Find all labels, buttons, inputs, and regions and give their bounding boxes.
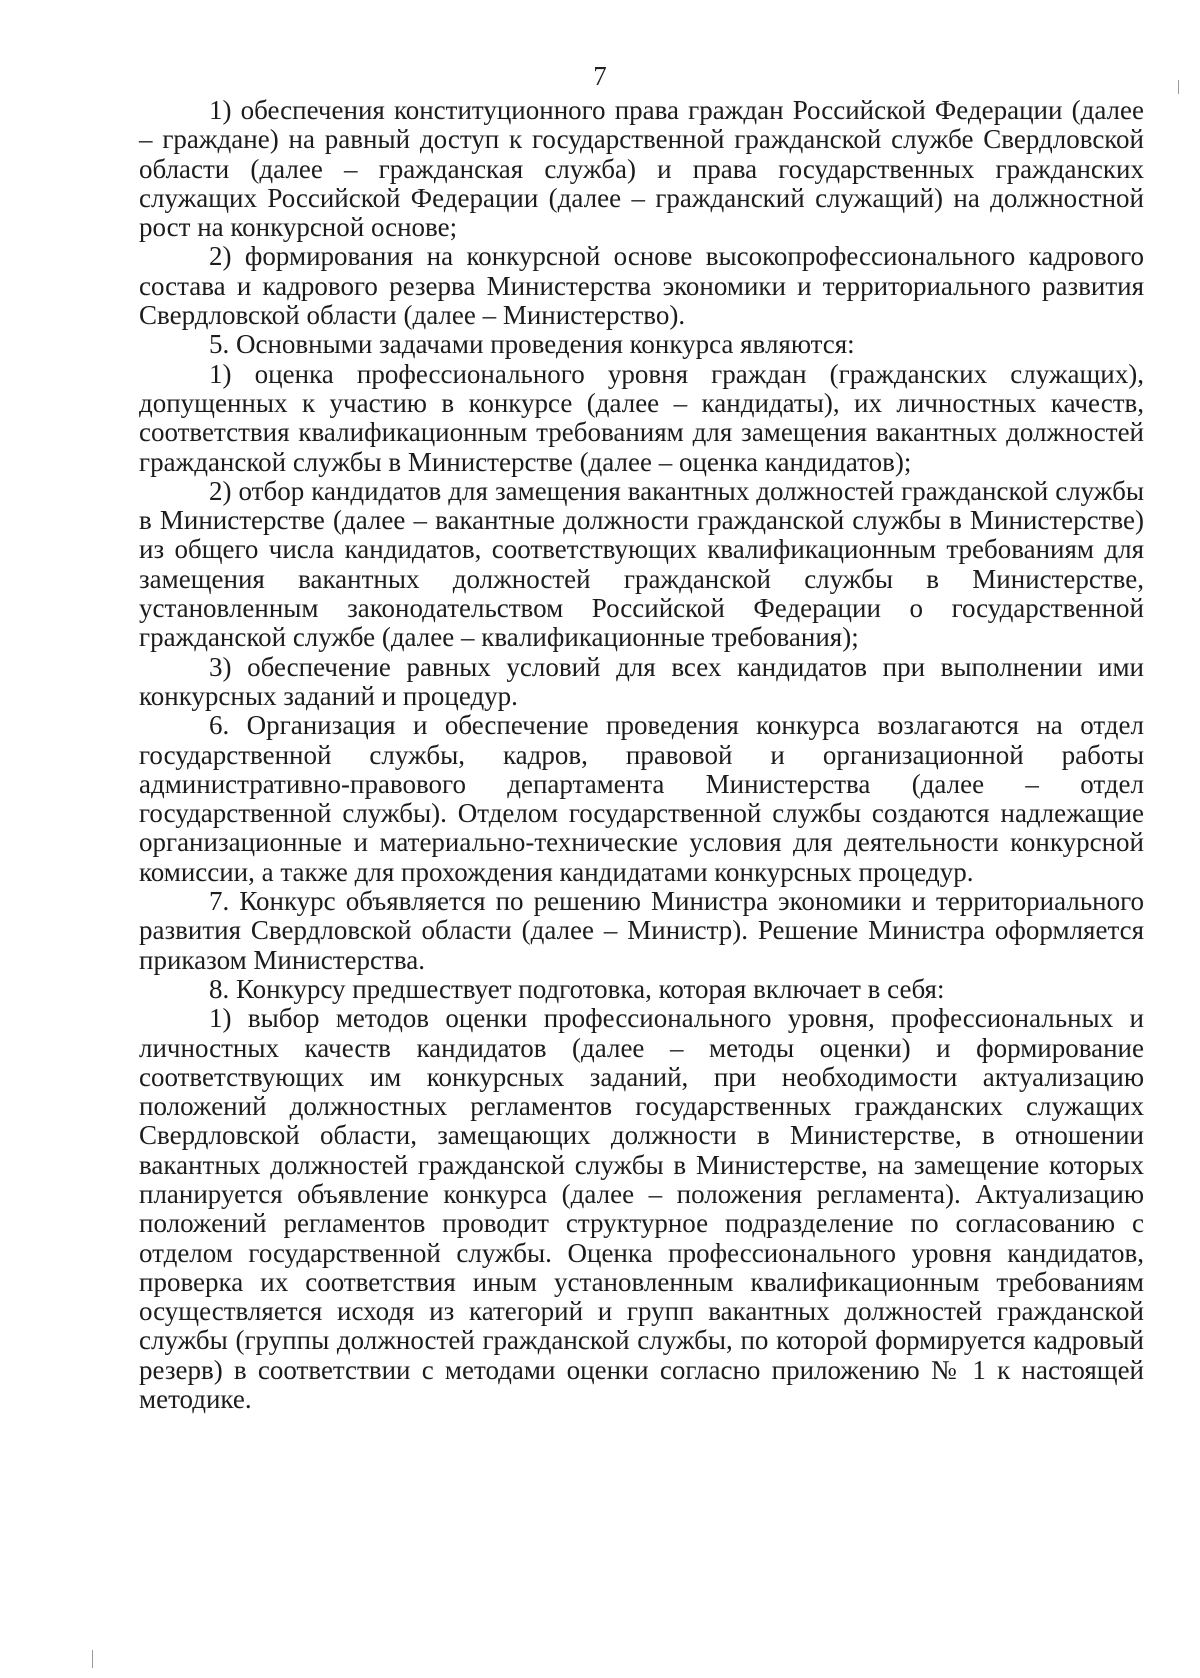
paragraph-item-6: 6. Организация и обеспечение проведения конкурса возлагаются на отдел государственной службы, кадров, правовой и организационной работы административно-правового департамента Министерства (далее – отдел государственной службы). Отделом государственной службы создаются надлежащие организационные и материально-технические условия для деятельности конкурсной комиссии, а также для прохождения кандидатами конкурсных процедур.	[139, 710, 1144, 887]
paragraph-candidate-assessment: 1) оценка профессионального уровня граждан (гражданских служащих), допущенных к участию в конкурсе (далее – кандидаты), их личностных качеств, соответствия квалификационным требованиям для замещения вакантных должностей гражданской службы в Министерстве (далее – оценка кандидатов);	[139, 358, 1144, 477]
paragraph-equal-conditions: 3) обеспечение равных условий для всех кандидатов при выполнении ими конкурсных заданий и процедур.	[139, 651, 1144, 711]
paragraph-candidate-selection: 2) отбор кандидатов для замещения вакантных должностей гражданской службы в Министерстве (далее – вакантные должности гражданской службы в Министерстве) из общего числа кандидатов, соответствующих квалификационным требованиям для замещения вакантных должностей гражданской службы в Министерстве, установленным законодательством Российской Федерации о государственной гражданской службе (далее – квалификационные требования);	[139, 475, 1144, 653]
paragraph-item-5: 5. Основными задачами проведения конкурса являются:	[209, 329, 855, 360]
scan-edge-mark	[1178, 80, 1179, 94]
paragraph-assessment-methods: 1) выбор методов оценки профессионального уровня, профессиональных и личностных качеств кандидатов (далее – методы оценки) и формирование соответствующих им конкурсных заданий, при необходимости актуализацию положений должностных регламентов государственных гражданских служащих Свердловской области, замещающих должности в Министерстве, в отношении вакантных должностей гражданской службы в Министерстве, на замещение которых планируется объявление конкурса (далее – положения регламента). Актуализацию положений регламентов проводит структурное подразделение по согласованию с отделом государственной службы. Оценка профессионального уровня кандидатов, проверка их соответствия иным установленным квалификационным требованиям осуществляется исходя из категорий и групп вакантных должностей гражданской службы (группы должностей гражданской службы, по которой формируется кадровый резерв) в соответствии с методами оценки согласно приложению № 1 к настоящей методике.	[139, 1003, 1144, 1415]
paragraph-item-8: 8. Конкурсу предшествует подготовка, которая включает в себя:	[209, 973, 945, 1004]
scan-edge-mark	[92, 1650, 93, 1668]
page-number: 7	[593, 61, 607, 91]
paragraph-citizens-rights: 1) обеспечения конституционного права граждан Российской Федерации (далее – граждане) на равный доступ к государственной гражданской службе Свердловской области (далее – гражданская служба) и права государственных гражданских служащих Российской Федерации (далее – гражданский служащий) на должностной рост на конкурсной основе;	[139, 95, 1144, 243]
paragraph-item-7: 7. Конкурс объявляется по решению Министра экономики и территориального развития Свердловской области (далее – Министр). Решение Министра оформляется приказом Министерства.	[139, 886, 1144, 975]
paragraph-personnel-formation: 2) формирования на конкурсной основе высокопрофессионального кадрового состава и кадрового резерва Министерства экономики и территориального развития Свердловской области (далее – Министерство).	[139, 241, 1144, 331]
document-body	[139, 96, 1144, 1414]
